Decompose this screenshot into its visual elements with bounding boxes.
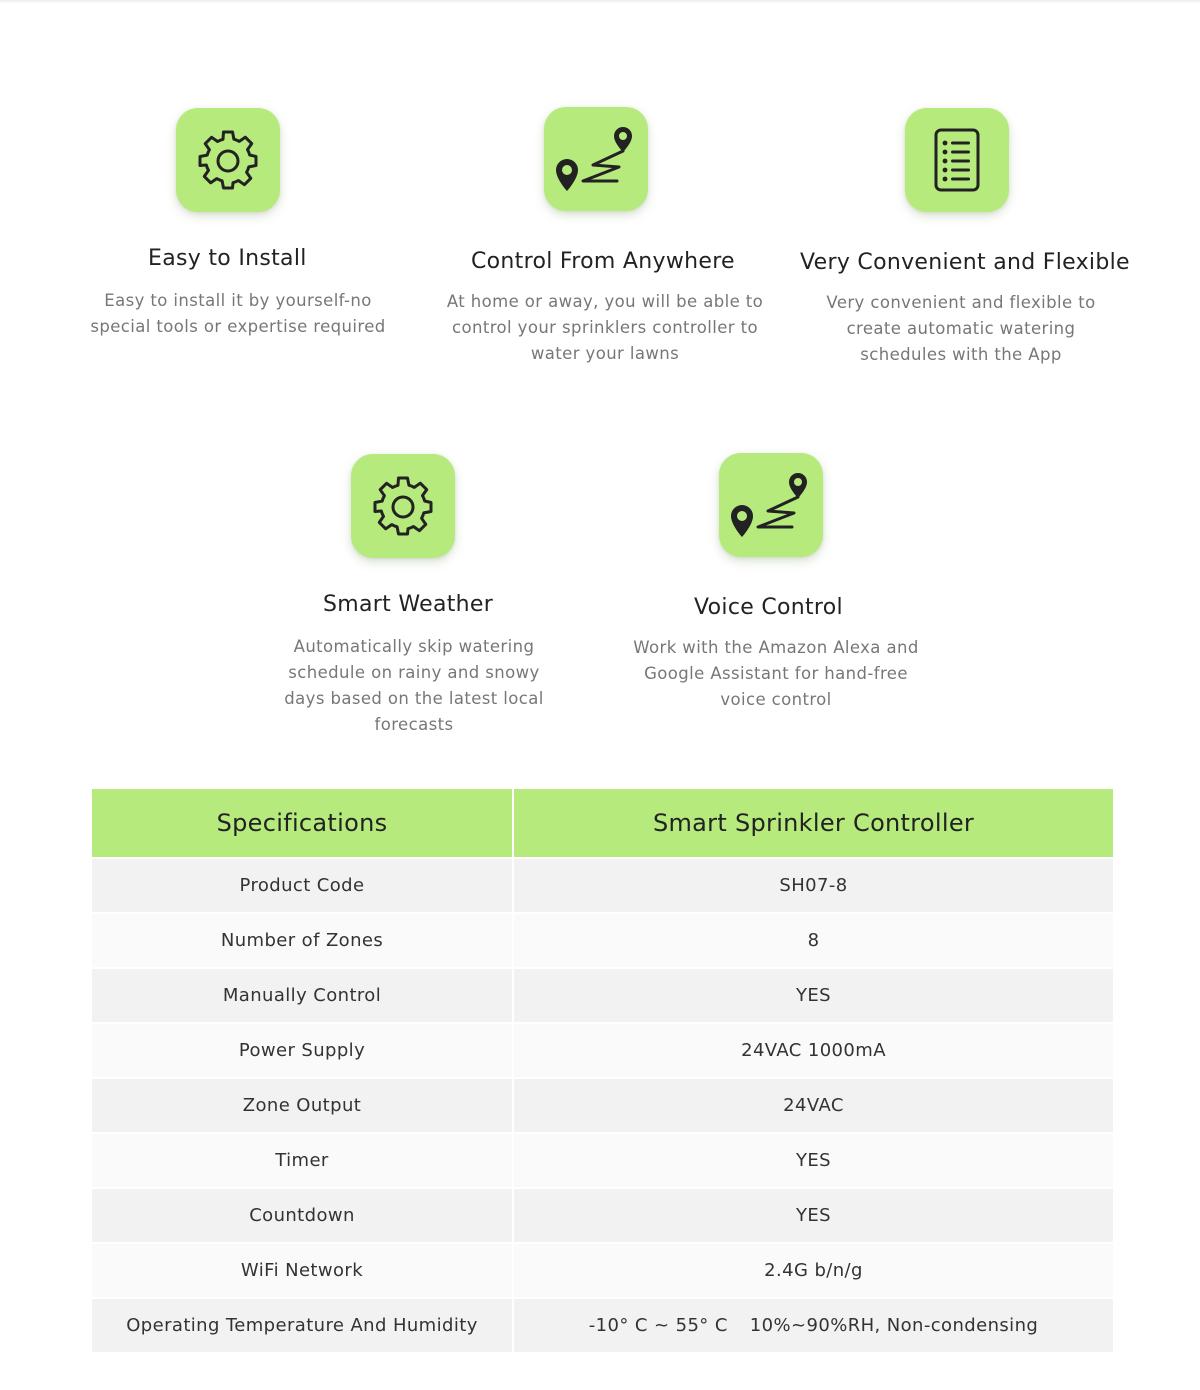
feature-icon-tile — [905, 108, 1009, 212]
spec-label: WiFi Network — [92, 1243, 513, 1298]
table-row — [92, 1078, 1113, 1133]
feature-title: Very Convenient and Flexible — [800, 250, 1130, 275]
table-header-specifications: Specifications — [92, 789, 513, 858]
feature-description: Very convenient and flexible to create automatic watering schedules with the App — [826, 293, 1096, 364]
humidity-range: 10%~90%RH, Non-condensing — [749, 1315, 1039, 1336]
table-row — [92, 913, 1113, 968]
gear-icon — [371, 474, 435, 538]
feature-icon-tile — [351, 454, 455, 558]
spec-value: YES — [513, 1133, 1113, 1188]
temperature-range: -10° C ~ 55° C — [588, 1315, 728, 1336]
spec-label: Countdown — [92, 1188, 513, 1243]
table-row — [92, 1243, 1113, 1298]
spec-label: Zone Output — [92, 1078, 513, 1133]
spec-label: Number of Zones — [92, 913, 513, 968]
spec-label: Power Supply — [92, 1023, 513, 1078]
feature-title: Voice Control — [694, 595, 843, 620]
route-pin-icon — [728, 467, 814, 543]
table-row — [92, 1133, 1113, 1188]
spec-value: 24VAC — [513, 1078, 1113, 1133]
spec-label: Manually Control — [92, 968, 513, 1023]
feature-title: Control From Anywhere — [471, 249, 735, 274]
top-divider — [0, 0, 1200, 4]
spec-label: Timer — [92, 1133, 513, 1188]
spec-value: 8 — [513, 913, 1113, 968]
feature-description: Work with the Amazon Alexa and Google Assistant for hand-free voice control — [633, 638, 919, 709]
feature-description: At home or away, you will be able to control your sprinklers controller to water your lawns — [446, 292, 764, 363]
feature-title: Smart Weather — [323, 592, 494, 617]
feature-icon-tile — [544, 107, 648, 211]
feature-icon-tile — [176, 108, 280, 212]
spec-value: YES — [513, 1188, 1113, 1243]
spec-value: 2.4G b/n/g — [513, 1243, 1113, 1298]
feature-title: Easy to Install — [148, 246, 307, 271]
feature-icon-tile — [719, 453, 823, 557]
route-pin-icon — [553, 121, 639, 197]
feature-description: Easy to install it by yourself-no special tools or expertise required — [90, 291, 386, 336]
table-row — [92, 858, 1113, 913]
spec-label: Product Code — [92, 858, 513, 913]
table-row — [92, 1298, 1113, 1352]
table-row — [92, 1188, 1113, 1243]
feature-description: Automatically skip watering schedule on rainy and snowy days based on the latest local forecasts — [284, 637, 544, 734]
spec-value: YES — [513, 968, 1113, 1023]
list-document-icon — [933, 127, 981, 193]
gear-icon — [196, 128, 260, 192]
table-row — [92, 1023, 1113, 1078]
table-row — [92, 968, 1113, 1023]
spec-value — [513, 1298, 1113, 1352]
table-header-product: Smart Sprinkler Controller — [513, 789, 1113, 858]
spec-label: Operating Temperature And Humidity — [92, 1298, 513, 1352]
spec-value: 24VAC 1000mA — [513, 1023, 1113, 1078]
spec-value: SH07-8 — [513, 858, 1113, 913]
table-header-row — [92, 789, 1113, 858]
specifications-table — [92, 789, 1113, 1352]
